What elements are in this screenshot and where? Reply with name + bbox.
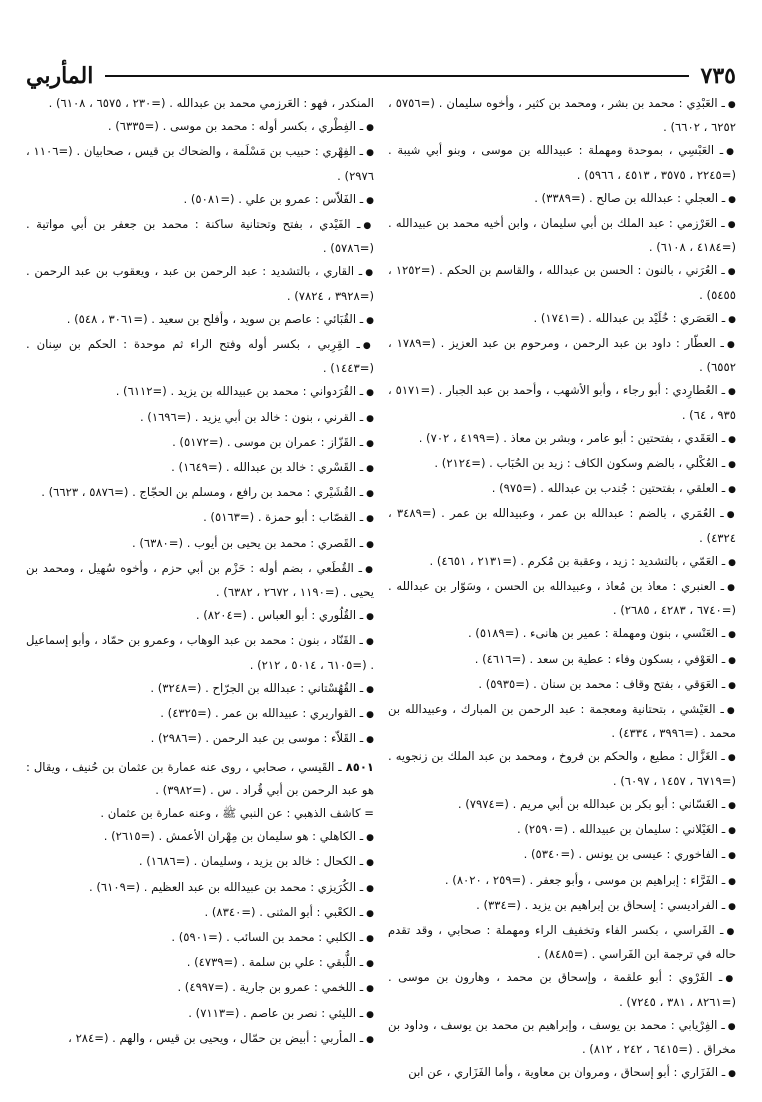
bullet-icon: ● — [727, 267, 736, 278]
entry-text: ـ العنبري : معاذ بن مُعاذ ، وعبيدالله بن الحسن ، وسَوّار بن عبدالله . (=٦٧٤٠ ، ٤٢٨٣ ، ٢٦٨٥) . — [388, 579, 736, 618]
bullet-icon: ● — [727, 583, 736, 594]
entry — [388, 745, 736, 791]
entry-text: ـ القَسْري : خالد بن عبدالله . (=١٦٤٩) . — [171, 460, 364, 475]
bullet-icon: ● — [728, 314, 736, 325]
entry — [388, 187, 736, 211]
entry-text: ـ القواريري : عبيدالله بن عمر . (=٤٣٢٥) . — [160, 706, 364, 721]
entry-text: ـ الكُرَيزي : محمد بن عبيدالله بن عبد العظيم . (=٦١٠٩) . — [89, 879, 364, 894]
entry — [26, 481, 374, 505]
entry-text: ـ القُهُسْتاني : عبدالله بن الجرّاح . (=٣٢٤٨) . — [150, 680, 364, 695]
bullet-icon: ● — [366, 984, 374, 995]
entry-text: ـ الغَيْلاني : سليمان بن عبيدالله . (=٢٥٩٠) . — [516, 822, 726, 837]
bullet-icon: ● — [366, 464, 374, 475]
entry-text: ـ العَوَقي ، بفتح وقاف : محمد بن سنان . (=٥٩٣٥) . — [478, 676, 726, 691]
entry-number: ٨٥٠١ — [345, 760, 374, 775]
entry — [388, 332, 736, 378]
running-title: المأربي — [26, 63, 94, 89]
entry-text: ـ القُلُوري : أبو العباس . (=٨٢٠٤) . — [195, 608, 364, 623]
entry — [26, 756, 374, 800]
entry — [388, 793, 736, 817]
bullet-icon: ● — [726, 147, 736, 158]
bullet-icon: ● — [728, 485, 736, 496]
entry-text: ـ اللخمي : عمرو بن جارية . (=٤٩٩٧) . — [177, 980, 364, 995]
entry-text: ـ العَوْفي ، بسكون وفاء : عطية بن سعد . (=٤٦١٦) . — [474, 651, 726, 666]
bullet-icon: ● — [366, 612, 374, 623]
entry — [26, 1027, 374, 1051]
entry — [26, 188, 374, 212]
bullet-icon: ● — [728, 434, 736, 445]
entry-text: ـ القصّاب : أبو حمزة . (=٥١٦٣) . — [203, 510, 364, 525]
bullet-icon: ● — [728, 194, 736, 205]
entry — [26, 115, 374, 139]
bullet-icon: ● — [726, 926, 736, 937]
bullet-icon: ● — [728, 851, 736, 862]
entry-text: ـ الفراديسي : إسحاق بن إبراهيم بن يزيد . (=٣٣٤) . — [476, 897, 726, 912]
entry — [26, 951, 374, 975]
entry — [388, 1061, 736, 1085]
entry — [26, 926, 374, 950]
bullet-icon: ● — [366, 438, 374, 449]
entry — [26, 308, 374, 332]
bullet-icon: ● — [726, 510, 736, 521]
bullet-icon: ● — [726, 340, 736, 351]
entry-text: ـ القرني ، بنون : خالد بن أبي يزيد . (=١٦٩٦) . — [139, 409, 364, 424]
entry — [26, 506, 374, 530]
entry-text: ـ القُطَعي ، بضم أوله : حَزْم بن أبي حزم ، وأخوه سُهيل ، ومحمد بن يحيى . (=١١٩٠ ، ٢٦٧٢ ، ٦٣٨٢) . — [26, 560, 374, 600]
entry — [26, 604, 374, 628]
entry — [388, 622, 736, 646]
bullet-icon: ● — [366, 195, 374, 206]
entry-text: ـ العَقَدي ، بفتحتين : أبو عامر ، وبشر بن معاذ . (=٤١٩٩ ، ٧٠٢) . — [418, 430, 726, 445]
entry-text: ـ المأربي : أبيض بن حمّال ، ويحيى بن قيس ، والهم . (=٢٨٤ ، — [68, 1030, 364, 1045]
entry — [26, 976, 374, 1000]
entry — [388, 550, 736, 574]
entry-text: ـ القَيسي ، صحابي ، روى عنه عمارة بن عثمان بن حُنيف ، ويقال : هو عبد الرحمن بن أبي قُراد . س . (=٣٩٨٢) . — [26, 760, 374, 797]
entry-text: ـ القُبَائي : عاصم بن سويد ، وأفلح بن سعيد . (=٣٠٦١ ، ٥٤٨) . — [66, 311, 364, 326]
page-number: ٧٣٥ — [700, 63, 736, 89]
entry — [388, 869, 736, 893]
entry — [388, 427, 736, 451]
entry-text: ـ العَرْزمي : عبد الملك بن أبي سليمان ، وابن أخيه محمد بن عبيدالله . (=٤١٨٤ ، ٦١٠٨) . — [388, 216, 736, 255]
bullet-icon: ● — [366, 735, 374, 746]
entry — [388, 212, 736, 258]
entry-text: ـ الفَراسي ، بكسر الفاء وتخفيف الراء ومهملة : صحابي ، وقد تقدم حاله في ترجمة ابن الفَراسي . (=٨٤٨٥) . — [388, 922, 736, 962]
entry — [26, 406, 374, 430]
entry — [26, 702, 374, 726]
entry — [388, 259, 736, 305]
bullet-icon: ● — [366, 489, 374, 500]
entry — [26, 532, 374, 556]
entry-text: ـ الغَسّاني : أبو بكر بن عبدالله بن أبي مريم . (=٧٩٧٤) . — [457, 796, 726, 811]
entry-text: ـ العُطارِدي : أبو رجاء ، وأبو الأشهب ، وأحمد بن عبد الجبار . (=٥١٧١ ، ٩٣٥ ، ٦٤) . — [388, 383, 736, 422]
entry-text: ـ الكاهلي : هو سليمان بن مِهْران الأعمش . (=٢٦١٥) . — [103, 829, 364, 844]
entry-text: ـ العَبْدِي : محمد بن بشر ، ومحمد بن كثير ، وأخوه سليمان . (=٥٧٥٦ ، ٦٢٥٢ ، ٦٦٠٢) . — [388, 96, 736, 135]
bullet-icon: ● — [366, 933, 374, 944]
entry — [26, 629, 374, 675]
bullet-icon: ● — [366, 413, 374, 424]
bullet-icon: ● — [366, 123, 374, 134]
bullet-icon: ● — [366, 388, 374, 399]
bullet-icon: ● — [728, 655, 736, 666]
entry-text: ـ الفاخوري : عيسى بن يونس . (=٥٣٤٠) . — [523, 847, 726, 862]
bullet-icon: ● — [728, 680, 736, 691]
entry — [26, 727, 374, 751]
bullet-icon: ● — [362, 341, 374, 352]
entry-text: ـ العُكْلي ، بالضم وسكون الكاف : زيد بن الحُبَاب . (=٢١٢٤) . — [434, 456, 726, 471]
bullet-icon: ● — [728, 826, 736, 837]
bullet-icon: ● — [727, 753, 736, 764]
entry-text: ـ العَنْسي ، بنون ومهملة : عمير بن هانىء . (=٥١٨٩) . — [467, 626, 726, 641]
entry-text: ـ الفِرْيابي : محمد بن يوسف ، وإبراهيم بن محمد بن يوسف ، وداود بن مخراق . (=٦٤١٥ ، ٢٤٢ ، ٨١٢) . — [388, 1017, 736, 1056]
bullet-icon: ● — [725, 974, 736, 985]
entry — [26, 850, 374, 874]
entry-text: ـ اللُّبقي : علي بن سلمة . (=٤٧٣٩) . — [186, 955, 364, 970]
bullet-icon: ● — [366, 539, 374, 550]
entry-text: ـ الغَزَّال : مطيع ، والحكم بن فروخ ، ومحمد بن عبد الملك بن زنجويه . (=٦٧١٩ ، ١٤٥٧ ، ٦٠٩٧) . — [388, 749, 736, 788]
entry — [26, 380, 374, 404]
entry — [388, 698, 736, 744]
entry — [388, 575, 736, 621]
entry-text: ـ العطّار : داود بن عبد الرحمن ، ومرحوم بن عبد العزيز . (=١٧٨٩ ، ٦٥٥٢) . — [388, 336, 736, 375]
bullet-icon: ● — [728, 557, 736, 568]
bullet-icon: ● — [366, 315, 374, 326]
bullet-icon: ● — [366, 514, 374, 525]
bullet-icon: ● — [728, 876, 736, 887]
bullet-icon: ● — [728, 630, 736, 641]
entry — [388, 477, 736, 501]
entry — [388, 919, 736, 965]
entry-text: ـ الكحال : خالد بن يزيد ، وسليمان . (=١٦٨٦) . — [138, 854, 364, 869]
bullet-icon: ● — [366, 858, 374, 869]
entry — [388, 92, 736, 138]
entry-text: ـ الفَزَاري : أبو إسحاق ، ومروان بن معاوية ، وأما الفَزَاري ، عن ابن — [408, 1065, 726, 1080]
entry-text: ـ العُرَني ، بالنون : الحسن بن عبدالله ، والقاسم بن الحكم . (=١٢٥٢ ، ٥٤٥٥) . — [388, 263, 736, 302]
entry — [26, 1002, 374, 1026]
entry — [388, 452, 736, 476]
entry — [388, 894, 736, 918]
entry-text: ـ الفَلاّس : عمرو بن علي . (=٥٠٨١) . — [183, 191, 364, 206]
entry — [26, 677, 374, 701]
entry-text: ـ العُمَري ، بالضم : عبدالله بن عمر ، وعبيدالله بن عمر . (=٣٤٨٩ ، ٤٣٢٤) . — [388, 506, 736, 545]
bullet-icon: ● — [728, 901, 736, 912]
column-left — [26, 92, 374, 1092]
bullet-icon: ● — [727, 220, 736, 231]
entry-text: ـ العلقي ، بفتحتين : جُندب بن عبدالله . (=٩٧٥) . — [491, 481, 726, 496]
entry-text: ـ القِرِبي ، بكسر أوله وفتح الراء ثم موحدة : الحكم بن سِنان . (=١٤٤٣) . — [26, 337, 374, 376]
bullet-icon: ● — [727, 100, 736, 110]
entry — [26, 260, 374, 306]
entry — [26, 901, 374, 925]
entry — [388, 307, 736, 331]
entry — [388, 1014, 736, 1060]
entry — [388, 648, 736, 672]
entry-text: ـ القُشَيْري : محمد بن رافع ، ومسلم بن الحجّاج . (=٥٨٧٦ ، ٦٦٢٣) . — [41, 485, 364, 500]
entry — [26, 825, 374, 849]
bullet-icon: ● — [366, 684, 374, 695]
entry-text: ـ الليثي : نصر بن عاصم . (=٧١١٣) . — [188, 1005, 364, 1020]
bullet-icon: ● — [727, 387, 736, 398]
header-rule — [105, 75, 688, 77]
entry — [26, 557, 374, 603]
text-columns — [26, 92, 736, 1092]
entry — [388, 818, 736, 842]
bullet-icon: ● — [366, 1009, 374, 1020]
bullet-icon: ● — [366, 1034, 374, 1045]
entry — [26, 333, 374, 379]
page-header — [26, 60, 736, 92]
entry — [388, 966, 736, 1012]
entry-text: ـ القَلاّء : موسى بن عبد الرحمن . (=٢٩٨٦) . — [150, 731, 364, 746]
bullet-icon: ● — [366, 959, 374, 970]
entry — [388, 843, 736, 867]
entry-text: ـ الفِطْري ، بكسر أوله : محمد بن موسى . (=٦٣٣٥) . — [107, 119, 364, 134]
entry-text: = كاشف الذهبي : عن النبي ﷺ ، وعنه عمارة بن عثمان . — [100, 805, 374, 820]
bullet-icon: ● — [363, 221, 374, 232]
entry — [388, 379, 736, 425]
entry-text: ـ الفَيْدي ، بفتح وتحتانية ساكنة : محمد بن جعفر بن أبي مواتية . (=٥٧٨٦) . — [26, 217, 374, 256]
bullet-icon: ● — [365, 564, 374, 575]
entry-text: المنكدر ، فهو : العَرزمي محمد بن عبدالله . (=٢٣٠ ، ٦٥٧٥ ، ٦١٠٨) . — [48, 96, 374, 110]
entry-text: ـ القاري ، بالتشديد : عبد الرحمن بن عبد ، ويعقوب بن عبد الرحمن . (=٣٩٢٨ ، ٧٨٢٤) . — [26, 264, 374, 303]
entry — [26, 802, 374, 824]
entry — [26, 140, 374, 186]
entry-text: ـ الفِهْري : حبيب بن مَسْلَمة ، والضحاك بن قيس ، صحابيان . (=١١٠٦ ، ٢٩٧٦) . — [26, 144, 374, 183]
entry — [26, 456, 374, 480]
bullet-icon: ● — [366, 883, 374, 894]
bullet-icon: ● — [728, 1069, 736, 1080]
bullet-icon: ● — [726, 706, 736, 717]
entry-text: ـ القَصري : محمد بن يحيى بن أيوب . (=٦٣٨٠) . — [131, 535, 364, 550]
entry-text: ـ العَبْسِي ، بموحدة ومهملة : عبيدالله بن موسى ، وبنو أبي شيبة . (=٢٢٤٥ ، ٣٥٧٥ ، ٤٥١٣ ، ٥٩٦٦) . — [388, 143, 736, 182]
bullet-icon: ● — [728, 460, 736, 471]
entry-text: ـ القَنّاد ، بنون : محمد بن عبد الوهاب ، وعمرو بن حمّاد ، وأبو إسماعيل . (=٦١٠٥ ، ٥٠١٤ ، ٢١٢) . — [26, 633, 374, 672]
column-right — [388, 92, 736, 1092]
entry — [388, 502, 736, 548]
entry-text: ـ القُرَدواني : محمد بن عبيدالله بن يزيد . (=٦١١٢) . — [115, 384, 364, 399]
entry — [26, 431, 374, 455]
entry-text: ـ الفَرَّاء : إبراهيم بن موسى ، وأبو جعفر . (=٢٥٩ ، ٨٠٢٠) . — [444, 872, 726, 887]
bullet-icon: ● — [728, 800, 736, 811]
entry — [388, 139, 736, 185]
bullet-icon: ● — [727, 1021, 736, 1032]
entry — [26, 92, 374, 114]
entry-text: ـ الكلبي : محمد بن السائب . (=٥٩٠١) . — [171, 929, 364, 944]
bullet-icon: ● — [366, 710, 374, 721]
entry-text: ـ الكعْبي : أبو المثنى . (=٨٣٤٠) . — [204, 904, 364, 919]
entry — [388, 673, 736, 697]
entry-text: ـ العَصَري : خُلَيْد بن عبدالله . (=١٧٤١) . — [533, 310, 726, 325]
entry-text: ـ القَزّاز : عمران بن موسى . (=٥١٧٢) . — [172, 434, 364, 449]
entry — [26, 876, 374, 900]
bullet-icon: ● — [365, 637, 374, 648]
bullet-icon: ● — [366, 908, 374, 919]
entry-text: ـ العَيْشي ، بتحتانية ومعجمة : عبد الرحمن بن المبارك ، وعبيدالله بن محمد . (=٣٩٩٦ ، ٤٣٣٤) . — [388, 702, 736, 741]
bullet-icon: ● — [365, 268, 374, 279]
entry-text: ـ العجلي : عبدالله بن صالح . (=٣٣٨٩) . — [534, 190, 726, 205]
bullet-icon: ● — [366, 833, 374, 844]
entry-text: ـ الفَرْوي : أبو علقمة ، وإسحاق بن محمد ، وهارون بن موسى . (=٨٢٦١ ، ٣٨١ ، ٧٢٤٥) . — [388, 970, 736, 1009]
entry-text: ـ العَمّي ، بالتشديد : زيد ، وعقبة بن مُكرم . (=٢١٣١ ، ٤٦٥١) . — [429, 553, 726, 568]
bullet-icon: ● — [366, 148, 374, 159]
entry — [26, 213, 374, 259]
